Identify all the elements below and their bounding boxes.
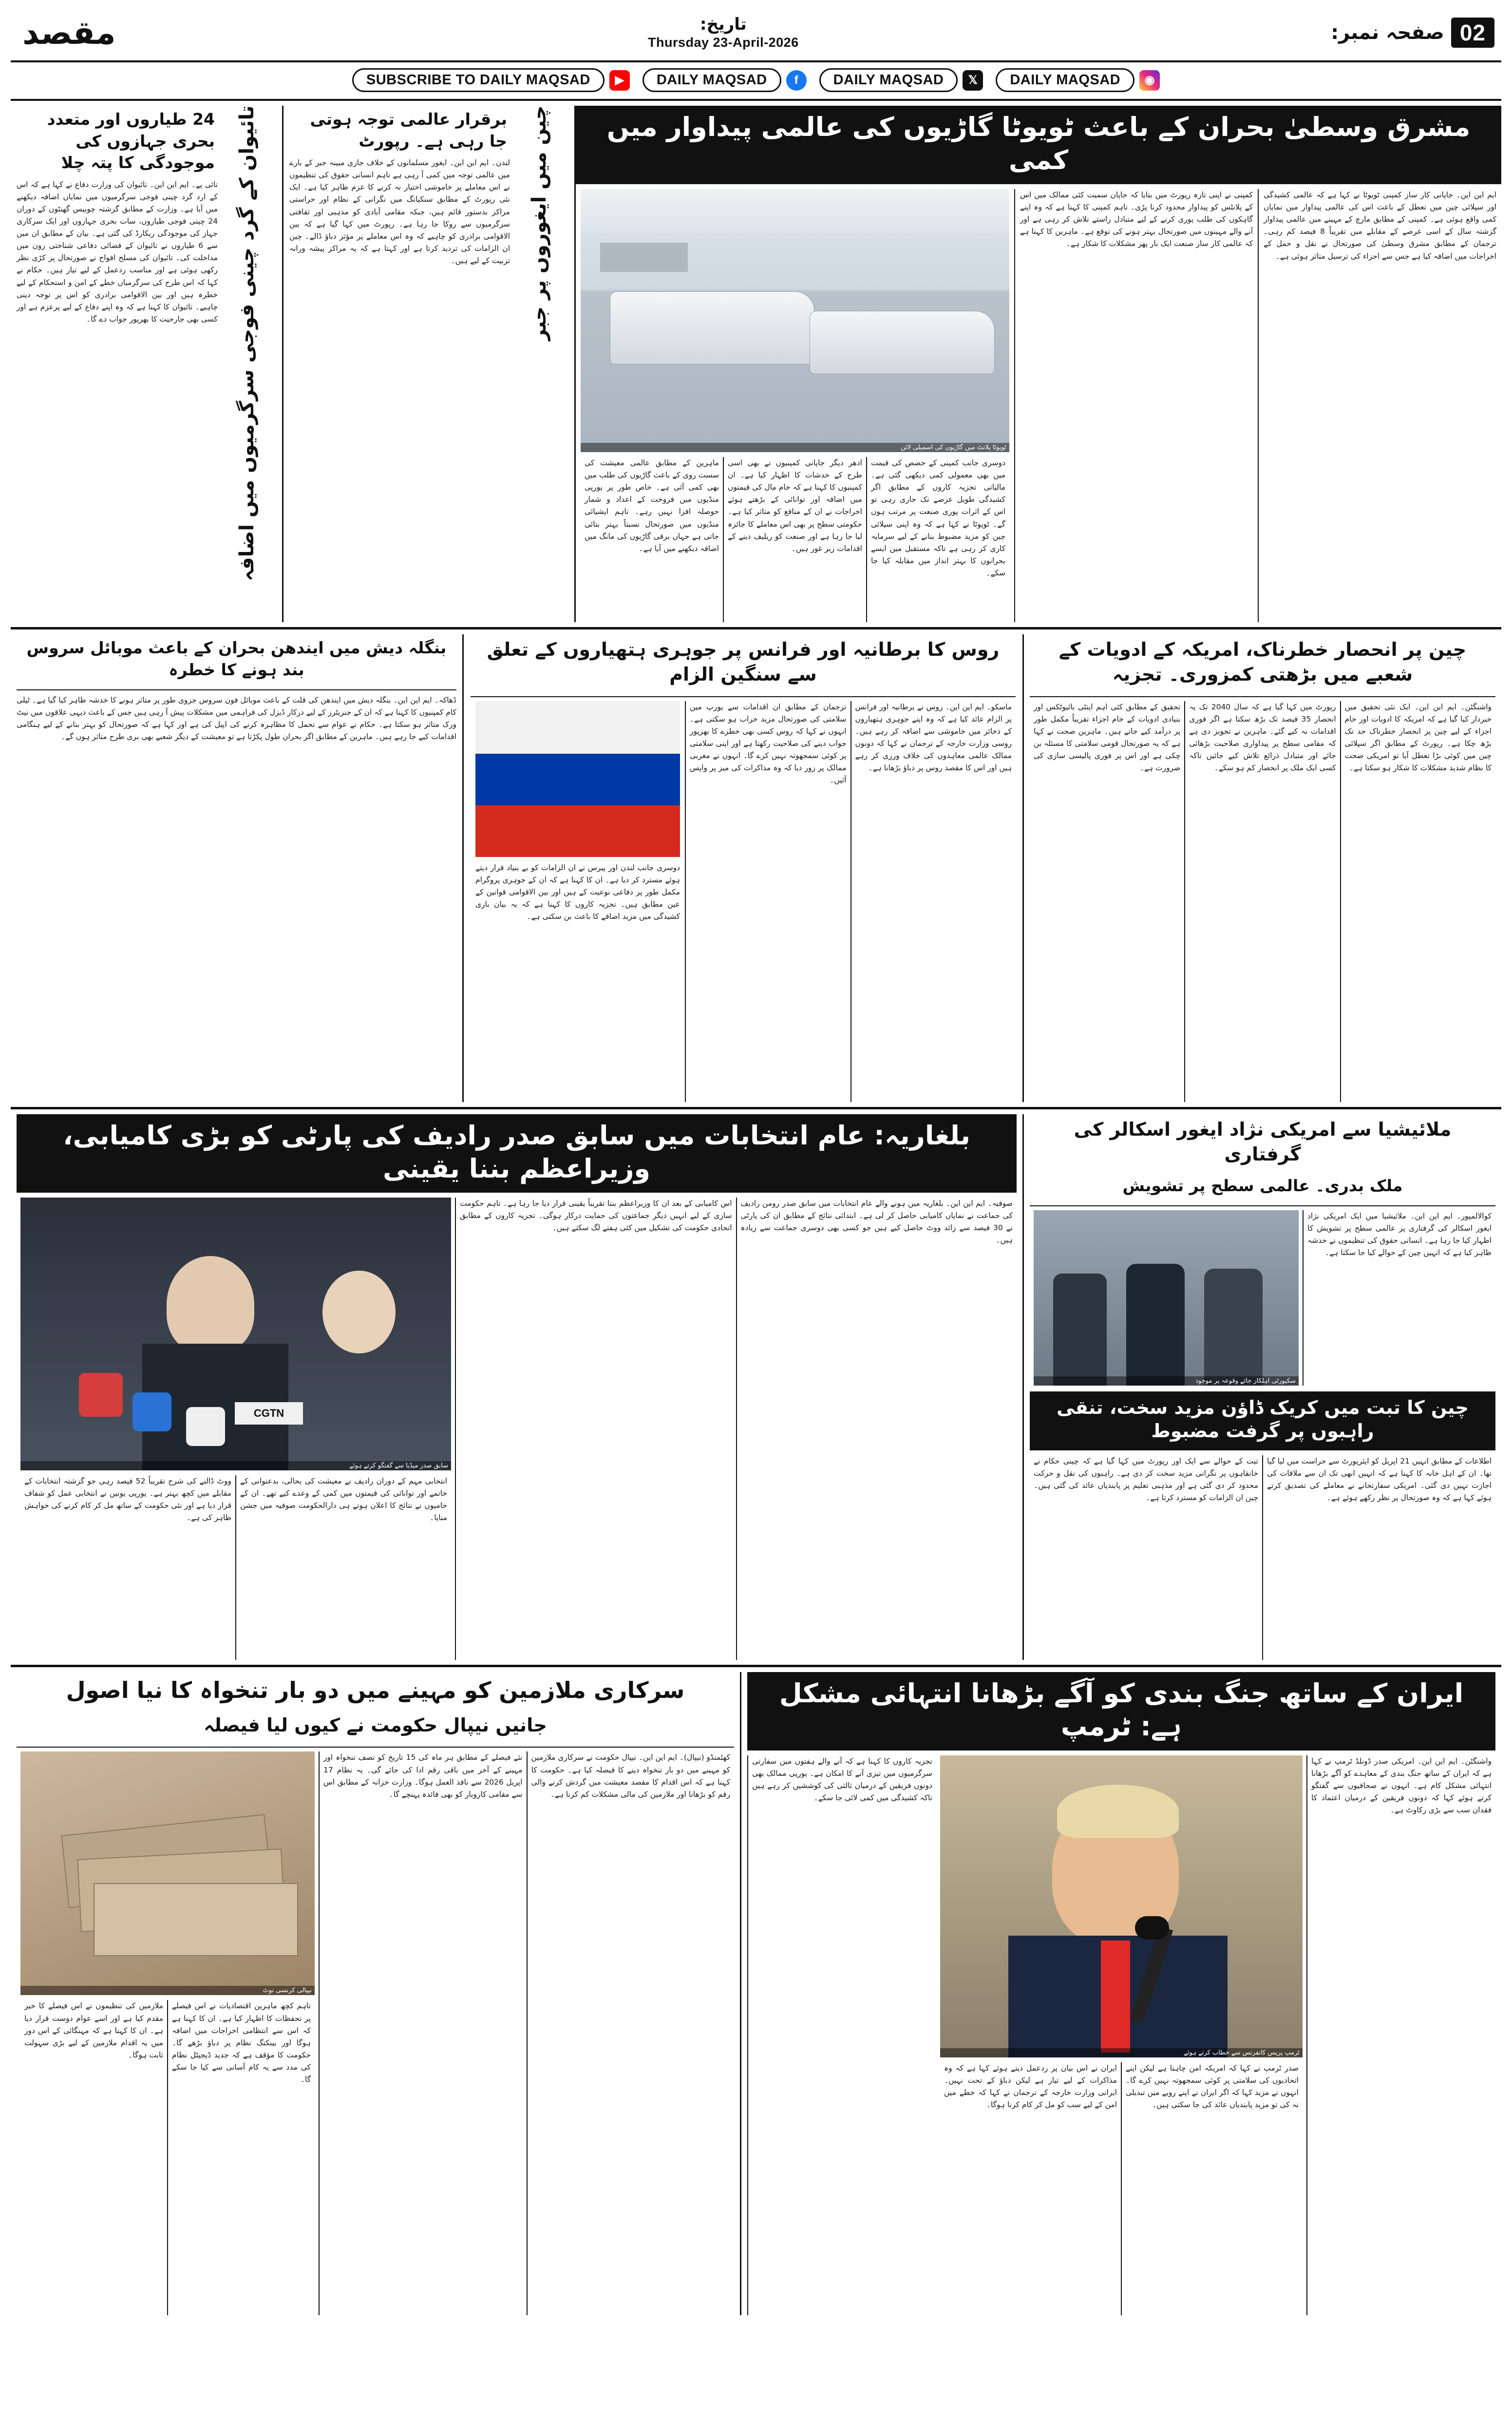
nepal-col-2: نئے فیصلے کے مطابق ہر ماہ کی 15 تاریخ کو نصف تنخواہ اور مہینے کے آخر میں باقی رقم ادا کی جائے گی۔ یہ نظام 17 اپریل 2026 سے نافذ العمل ہوگا۔ وزارت خزانہ کے مطابق اس سے مقامی کاروبار کو بھی فائدہ پہنچے گا۔ — [319, 1751, 527, 2315]
trump-banner-headline: ایران کے ساتھ جنگ بندی کو آگے بڑھانا انتہائی مشکل ہے: ٹرمپ — [747, 1672, 1495, 1751]
russia-col-3: دوسری جانب لندن اور پیرس نے ان الزامات کو بے بنیاد قرار دیتے ہوئے مسترد کر دیا ہے۔ ان کا کہنا ہے کہ ان کے جوہری پروگرام مکمل طور پر دفاعی نوعیت کے ہیں اور بین الاقوامی قوانین کے عین مطابق ہیں۔ تجزیہ کاروں کا کہنا ہے کہ یہ بیان بازی کشیدگی میں مزید اضافے کا باعث بن سکتی ہے۔ — [475, 863, 680, 921]
toyota-col-5: ماہرین کے مطابق عالمی معیشت کی سست روی کے باعث گاڑیوں کی طلب میں بھی کمی آئی ہے۔ خاص طور پر یورپی منڈیوں میں فروخت کے اعداد و شمار حوصلہ افزا نہیں رہے۔ تاہم ایشیائی منڈیوں میں صورتحال نسبتاً بہتر بتائی جاتی ہے جہاں برقی گاڑیوں کی مانگ میں اضافہ دیکھنے میں آیا ہے۔ — [585, 458, 719, 553]
article-russia-nuclear — [464, 634, 1024, 1102]
toyota-banner-headline: مشرق وسطیٰ بحران کے باعث ٹویوٹا گاڑیوں کی عالمی پیداوار میں کمی — [576, 106, 1501, 184]
taiwan-body: تائی پے۔ ایم این این۔ تائیوان کی وزارت دفاع نے کہا ہے کہ اس کے ارد گرد چینی فوجی سرگرمیوں میں نمایاں اضافہ دیکھنے میں آیا ہے۔ وزارت کے مطابق گزشتہ چوبیس گھنٹوں کے دوران 24 چینی فوجی طیاروں، سات بحری جہازوں اور ایک سرکاری جہاز کی موجودگی ریکارڈ کی گئی ہے۔ بیان کے مطابق ان میں سے 6 طیاروں نے تائیوان کے فضائی دفاعی شناختی زون میں مداخلت کی۔ تائیوان کی مسلح افواج نے صورتحال پر کڑی نظر رکھی ہوئی ہے اور مناسب ردعمل کے لیے تیار ہیں۔ حکام نے کہا کہ اس طرح کی سرگرمیاں خطے کے امن و استحکام کے لیے خطرہ ہیں اور بین الاقوامی برادری کو اس پر توجہ دینی چاہیے۔ تائیوان کا کہنا ہے کہ وہ اپنے دفاع کے لیے پرعزم ہے اور کسی بھی جارحیت کا بھرپور جواب دے گا۔ — [17, 180, 218, 324]
section-row-4 — [11, 1672, 1501, 2315]
article-malaysia — [1024, 1114, 1501, 1660]
trump-col-2: صدر ٹرمپ نے کہا کہ امریکہ امن چاہتا ہے لیکن اپنے اتحادیوں کی سلامتی پر کوئی سمجھوتہ نہیں کرے گا۔ انہوں نے مزید کہا کہ اگر ایران نے اپنے رویے میں تبدیلی نہ کی تو مزید پابندیاں عائد کی جا سکتی ہیں۔ — [1121, 2062, 1303, 2315]
russia-flag-photo — [475, 701, 680, 857]
trump-photo — [940, 1755, 1303, 2057]
divider-3 — [11, 1665, 1501, 1667]
trump-col-3: ایران نے اس بیان پر ردعمل دیتے ہوئے کہا ہے کہ وہ مذاکرات کے لیے تیار ہے لیکن دباؤ کے تحت نہیں۔ ایرانی وزارت خارجہ کے ترجمان نے کہا کہ خطے میں امن کے لیے سب کو مل کر کام کرنا ہوگا۔ — [944, 2064, 1117, 2110]
pharma-col-3: تحقیق کے مطابق کئی اہم اینٹی بائیوٹکس اور بنیادی ادویات کے خام اجزاء تقریباً مکمل طور پر درآمد کیے جاتے ہیں۔ ماہرین صحت نے کہا ہے کہ یہ صورتحال قومی سلامتی کا مسئلہ بن چکی ہے اور اس پر فوری پالیسی سازی کی ضرورت ہے۔ — [1034, 702, 1181, 773]
pharma-headline: چین پر انحصار خطرناک، امریکہ کے ادویات کے شعبے میں بڑھتی کمزوری۔ تجزیہ — [1058, 639, 1467, 685]
section-row-1 — [11, 106, 1501, 622]
nepal-headline: سرکاری ملازمین کو مہینے میں دو بار تنخواہ کا نیا اصول — [66, 1677, 685, 1703]
taiwan-subhead: 24 طیاروں اور متعدد بحری جہازوں کی موجودگی کا پتہ چلا — [47, 110, 215, 172]
facebook-icon: f — [786, 70, 807, 91]
nepal-col-3: تاہم کچھ ماہرین اقتصادیات نے اس فیصلے پر تحفظات کا اظہار کیا ہے۔ ان کا کہنا ہے کہ اس سے انتظامی اخراجات میں اضافہ ہوگا اور بینکنگ نظام پر دباؤ بڑھے گا۔ حکومت کا مؤقف ہے کہ جدید ڈیجیٹل نظام کی مدد سے یہ کام آسانی سے کیا جا سکے گا۔ — [167, 2000, 315, 2315]
toyota-col-2: کمپنی نے اپنی تازہ رپورٹ میں بتایا کہ جاپان سمیت کئی ممالک میں اس کے پلانٹس کو پیداوار محدود کرنا پڑی۔ تاہم کمپنی کا کہنا ہے کہ وہ اپنے گاہکوں کی طلب پوری کرنے کے لیے متبادل راستے تلاش کر رہی ہے اور آنے والے مہینوں میں صورتحال بہتر ہونے کی توقع ہے۔ ماہرین کا کہنا ہے کہ عالمی کار ساز صنعت ایک بار پھر مشکلات کا شکار ہے۔ — [1014, 189, 1258, 622]
bulgaria-col-3: انتخابی مہم کے دوران رادیف نے معیشت کی بحالی، بدعنوانی کے خاتمے اور توانائی کی قیمتوں میں کمی کے وعدے کیے تھے۔ ان کے حامیوں نے نتائج کا اعلان ہوتے ہی دارالحکومت صوفیہ میں جشن منایا۔ — [235, 1475, 451, 1660]
article-nepal-salary — [11, 1672, 741, 2315]
malaysia-photo-caption: سکیورٹی اہلکار جائے وقوعہ پر موجود — [1034, 1376, 1299, 1386]
malaysia-col-2: اطلاعات کے مطابق انہیں 21 اپریل کو ایئرپورٹ سے حراست میں لیا گیا تھا۔ ان کے اہل خانہ کا کہنا ہے کہ انہیں ابھی تک ان سے ملاقات کی اجازت نہیں دی گئی۔ امریکی سفارتخانے نے معاملے کی تصدیق کرتے ہوئے کہا ہے کہ وہ صورتحال پر نظر رکھے ہوئے ہے۔ — [1262, 1455, 1495, 1660]
malaysia-subhead: ملک بدری۔ عالمی سطح پر تشویش — [1122, 1176, 1403, 1195]
uyghur-body: لندن۔ ایم این این۔ ایغور مسلمانوں کے خلاف جاری مبینہ جبر کے بارے میں عالمی توجہ میں کمی آ رہی ہے تاہم انسانی حقوق کی تنظیموں نے اس معاملے پر خاموشی اختیار نہ کرنے کا عزم ظاہر کیا ہے۔ ایک نئی رپورٹ کے مطابق سنکیانگ میں نگرانی کے نظام اور حراستی مراکز بدستور قائم ہیں، جبکہ مقامی آبادی کو مذہبی اور ثقافتی سرگرمیوں سے روکا جا رہا ہے۔ رپورٹ میں کہا گیا ہے کہ بین الاقوامی برادری کو چاہیے کہ وہ اس معاملے پر مؤثر دباؤ ڈالے۔ چین ان الزامات کی تردید کرتا ہے اور کہتا ہے کہ یہ مراکز پیشہ ورانہ تربیت کے لیے ہیں۔ — [289, 158, 510, 265]
nepal-money-photo — [20, 1751, 315, 1995]
bangladesh-headline: بنگلہ دیش میں ایندھن بحران کے باعث موبائل سروس بند ہونے کا خطرہ — [26, 638, 447, 679]
newspaper-logo: مقصد — [22, 14, 116, 52]
malaysia-col-1: کوالالمپور۔ ایم این این۔ ملائیشیا میں ایک امریکی نژاد ایغور اسکالر کی گرفتاری پر عالمی سطح پر تشویش کا اظہار کیا جا رہا ہے۔ انسانی حقوق کی تنظیموں نے خدشہ ظاہر کیا ہے کہ انہیں چین کے حوالے کیا جا سکتا ہے۔ — [1303, 1210, 1495, 1386]
social-label-instagram: DAILY MAQSAD — [996, 68, 1134, 92]
taiwan-vertical-headline: تائیوان کے گرد چینی فوجی سرگرمیوں میں اضافہ — [236, 106, 258, 582]
section-row-3 — [11, 1114, 1501, 1660]
social-instagram[interactable] — [996, 68, 1160, 92]
malaysia-col-3: تبت کے حوالے سے ایک اور رپورٹ میں کہا گیا ہے کہ چینی حکام نے خانقاہوں پر نگرانی مزید سخت کر دی ہے۔ راہبوں کی نقل و حرکت محدود کر دی گئی ہے اور مذہبی تعلیم پر پابندیاں عائد کی گئی ہیں۔ چین ان الزامات کو مسترد کرتا ہے۔ — [1034, 1457, 1258, 1503]
date-block — [648, 14, 799, 51]
bangladesh-body: ڈھاکہ۔ ایم این این۔ بنگلہ دیش میں ایندھن کی قلت کے باعث موبائل فون سروس جزوی طور پر متاثر ہونے کا خدشہ ظاہر کیا گیا ہے۔ ٹیلی کام کمپنیوں کا کہنا ہے کہ ان کے جنریٹرز کے لیے درکار ڈیزل کی فراہمی میں مشکلات پیش آ رہی ہیں جس کے باعث دیہی علاقوں میں نیٹ ورک متاثر ہو سکتا ہے۔ حکام نے عوام سے تحمل کا مظاہرہ کرنے کی اپیل کی ہے اور کہا ہے کہ صورتحال کو بہتر بنانے کے لیے ہنگامی اقدامات کیے جا رہے ہیں۔ ماہرین کے مطابق اگر بحران طول پکڑتا ہے تو معیشت کے دیگر شعبے بھی بری طرح متاثر ہوں گے۔ — [17, 696, 456, 742]
toyota-col-3: دوسری جانب کمپنی کے حصص کی قیمت میں بھی معمولی کمی دیکھی گئی ہے۔ مالیاتی تجزیہ کاروں کے مطابق اگر کشیدگی طویل عرصے تک جاری رہی تو اس کے اثرات پوری صنعت پر مرتب ہوں گے۔ ٹویوٹا نے کہا ہے کہ وہ اپنی سپلائی چین کو مزید مضبوط بنانے کے لیے سرمایہ کاری کر رہی ہے تاکہ مستقبل میں ایسے بحرانوں کا بہتر انداز میں مقابلہ کیا جا سکے۔ — [866, 457, 1009, 622]
article-pharma — [1024, 634, 1501, 1102]
trump-col-4: تجزیہ کاروں کا کہنا ہے کہ آنے والے ہفتوں میں سفارتی سرگرمیوں میں تیزی آنے کا امکان ہے۔ یورپی ممالک بھی دونوں فریقین کے درمیان ثالثی کی کوششیں کر رہے ہیں تاکہ کشیدگی میں کمی لائی جا سکے۔ — [747, 1755, 936, 2315]
nepal-photo-caption: نیپالی کرنسی نوٹ — [20, 1986, 315, 1995]
social-label-facebook: DAILY MAQSAD — [643, 68, 781, 92]
bulgaria-col-4: ووٹ ڈالنے کی شرح تقریباً 52 فیصد رہی جو گزشتہ انتخابات کے مقابلے میں کچھ بہتر ہے۔ یورپی یونین نے انتخابی عمل کو شفاف قرار دیا ہے اور نئی حکومت کے ساتھ مل کر کام کرنے کی خواہش ظاہر کی ہے۔ — [24, 1477, 231, 1522]
page-number-group — [1331, 18, 1494, 48]
date-label: تاریخ: — [699, 14, 747, 34]
bulgaria-photo-caption: سابق صدر میڈیا سے گفتگو کرتے ہوئے — [20, 1461, 451, 1470]
pharma-col-2: رپورٹ میں کہا گیا ہے کہ سال 2040 تک یہ انحصار 35 فیصد تک بڑھ سکتا ہے اگر فوری اقدامات نہ کیے گئے۔ ماہرین نے تجویز دی ہے کہ مقامی سطح پر پیداواری صلاحیت بڑھائی جائے اور متبادل ذرائع تلاش کیے جائیں تاکہ کسی ایک ملک پر انحصار کم ہو سکے۔ — [1184, 701, 1340, 1102]
malaysia-police-photo — [1034, 1210, 1299, 1386]
article-bulgaria — [11, 1114, 1024, 1660]
russia-col-1: ماسکو۔ ایم این این۔ روس نے برطانیہ اور فرانس پر الزام عائد کیا ہے کہ وہ اپنے جوہری ہتھیاروں کے ذخائر میں خاموشی سے اضافہ کر رہے ہیں۔ روسی وزارت خارجہ کے ترجمان نے کہا کہ دونوں ممالک عالمی معاہدوں کی خلاف ورزی کر رہے ہیں اور اس کا مقصد روس پر دباؤ بڑھانا ہے۔ — [850, 701, 1016, 1102]
masthead — [11, 9, 1501, 62]
article-trump-iran — [741, 1672, 1501, 2315]
trump-col-1: واشنگٹن۔ ایم این این۔ امریکی صدر ڈونلڈ ٹرمپ نے کہا ہے کہ ایران کے ساتھ جنگ بندی کے معاہدے کو آگے بڑھانا انتہائی مشکل کام ہے۔ انہوں نے صحافیوں سے گفتگو کرتے ہوئے کہا کہ دونوں فریقین کے درمیان اعتماد کا فقدان سب سے بڑی رکاوٹ ہے۔ — [1306, 1755, 1495, 2315]
divider-2 — [11, 1107, 1501, 1109]
page-number-label: صفحہ نمبر: — [1331, 21, 1444, 44]
social-label-x: DAILY MAQSAD — [819, 68, 958, 92]
bulgaria-col-2: اس کامیابی کے بعد ان کا وزیراعظم بننا تقریباً یقینی قرار دیا جا رہا ہے۔ تاہم حکومت سازی کے لیے انہیں دیگر جماعتوں کی حمایت درکار ہوگی۔ تجزیہ کاروں کے مطابق اتحادی حکومت کی تشکیل میں کئی ہفتے لگ سکتے ہیں۔ — [455, 1198, 736, 1660]
nepal-col-4: ملازمین کی تنظیموں نے اس فیصلے کا خیر مقدم کیا ہے اور اسے عوام دوست قرار دیا ہے۔ ان کا کہنا ہے کہ مہنگائی کے اس دور میں یہ اقدام ملازمین کے لیے بڑی سہولت ثابت ہوگا۔ — [24, 2001, 163, 2059]
instagram-icon: ◉ — [1139, 70, 1160, 91]
toyota-col-4: ادھر دیگر جاپانی کمپنیوں نے بھی اسی طرح کے خدشات کا اظہار کیا ہے۔ ان کمپنیوں کا کہنا ہے کہ خام مال کی قیمتوں میں اضافہ اور توانائی کے بڑھتے ہوئے اخراجات نے ان کے منافع کو متاثر کیا ہے۔ حکومتی سطح پر بھی اس معاملے کا جائزہ لیا جا رہا ہے اور صنعت کو ریلیف دینے کے اقدامات زیر غور ہیں۔ — [723, 457, 866, 622]
x-twitter-icon: 𝕏 — [963, 70, 983, 91]
uyghur-subhead: برقرار عالمی توجہ ہوتی جا رہی ہے۔ رپورٹ — [310, 110, 507, 151]
russia-col-2: ترجمان کے مطابق ان اقدامات سے یورپ میں سلامتی کی صورتحال مزید خراب ہو سکتی ہے۔ انہوں نے کہا کہ روس کسی بھی خطرے کا بھرپور جواب دینے کی صلاحیت رکھتا ہے اور اپنی سلامتی پر کوئی سمجھوتہ نہیں کرے گا۔ انہوں نے مغربی ممالک پر زور دیا کہ وہ مذاکرات کی میز پر واپس آئیں۔ — [685, 701, 850, 1102]
nepal-col-1: کھٹمنڈو (نیپال)۔ ایم این این۔ نیپال حکومت نے سرکاری ملازمین کو مہینے میں دو بار تنخواہ دینے کا فیصلہ کیا ہے۔ حکومت کا کہنا ہے کہ اس اقدام کا مقصد معیشت میں گردش کرنے والی رقم کو بڑھانا اور ملازمین کی مالی مشکلات کم کرنا ہے۔ — [527, 1751, 735, 2315]
uyghur-vertical-headline: چین میں ایغوروں پر جبر — [528, 106, 550, 341]
toyota-photo-caption: ٹویوٹا پلانٹ میں گاڑیوں کی اسمبلی لائن — [581, 443, 1009, 452]
youtube-icon: ▶ — [609, 70, 630, 91]
trump-photo-caption: ٹرمپ پریس کانفرنس سے خطاب کرتے ہوئے — [940, 2048, 1303, 2057]
social-facebook[interactable] — [643, 68, 807, 92]
social-x[interactable] — [819, 68, 983, 92]
article-taiwan — [11, 106, 284, 622]
bulgaria-banner-headline: بلغاریہ: عام انتخابات میں سابق صدر رادیف کی پارٹی کو بڑی کامیابی، وزیراعظم بننا یقینی — [17, 1114, 1017, 1193]
article-bangladesh — [11, 634, 464, 1102]
date-value: Thursday 23-April-2026 — [648, 35, 799, 50]
toyota-col-1: ایم این این۔ جاپانی کار ساز کمپنی ٹویوٹا نے کہا ہے کہ عالمی کشیدگی اور سپلائی چین میں تعطل کے باعث اس کی عالمی پیداوار میں نمایاں کمی واقع ہوئی ہے۔ کمپنی کے مطابق مارچ کے مہینے میں عالمی پیداوار گزشتہ سال کے اسی عرصے کے مقابلے میں تقریباً 8 فیصد کم رہی۔ ترجمان کے مطابق مشرق وسطیٰ کی صورتحال نے نقل و حمل کے اخراجات میں اضافہ کیا ہے جس سے اجزاء کی ترسیل متاثر ہوئی ہے۔ — [1258, 189, 1501, 622]
pharma-col-1: واشنگٹن۔ ایم این این۔ ایک نئی تحقیق میں خبردار کیا گیا ہے کہ امریکہ کا ادویات اور خام اجزاء کے لیے چین پر انحصار خطرناک حد تک بڑھ چکا ہے۔ رپورٹ کے مطابق اگر سپلائی چین میں کوئی بڑا تعطل آیا تو امریکی صحت کا نظام شدید مشکلات کا شکار ہو سکتا ہے۔ — [1340, 701, 1495, 1102]
russia-headline: روس کا برطانیہ اور فرانس پر جوہری ہتھیاروں کے تعلق سے سنگین الزام — [487, 639, 1000, 685]
social-bar — [11, 62, 1501, 101]
bulgaria-col-1: صوفیہ۔ ایم این این۔ بلغاریہ میں ہونے والے عام انتخابات میں سابق صدر رومن رادیف کی جماعت نے نمایاں کامیابی حاصل کر لی ہے۔ ابتدائی نتائج کے مطابق ان کی پارٹی نے 30 فیصد سے زائد ووٹ حاصل کیے ہیں جو کسی بھی دوسری جماعت سے زیادہ ہیں۔ — [736, 1198, 1017, 1660]
article-toyota — [576, 106, 1501, 622]
tibet-sub-banner: چین کا تبت میں کریک ڈاؤن مزید سخت، تنقی راہبوں پر گرفت مضبوط — [1030, 1391, 1495, 1450]
bulgaria-press-photo: CGTN سابق صدر میڈیا سے گفتگو کرتے ہوئے — [20, 1198, 451, 1470]
section-row-2 — [11, 634, 1501, 1102]
social-youtube[interactable] — [352, 68, 630, 92]
divider-1 — [11, 627, 1501, 629]
malaysia-headline: ملائیشیا سے امریکی نژاد ایغور اسکالر کی گرفتاری — [1074, 1119, 1452, 1165]
social-label-youtube: SUBSCRIBE TO DAILY MAQSAD — [352, 68, 605, 92]
nepal-subhead: جانیں نیپال حکومت نے کیوں لیا فیصلہ — [204, 1714, 547, 1736]
toyota-factory-photo — [581, 189, 1009, 452]
page-number-badge: 02 — [1451, 18, 1494, 48]
article-uyghur — [284, 106, 576, 622]
